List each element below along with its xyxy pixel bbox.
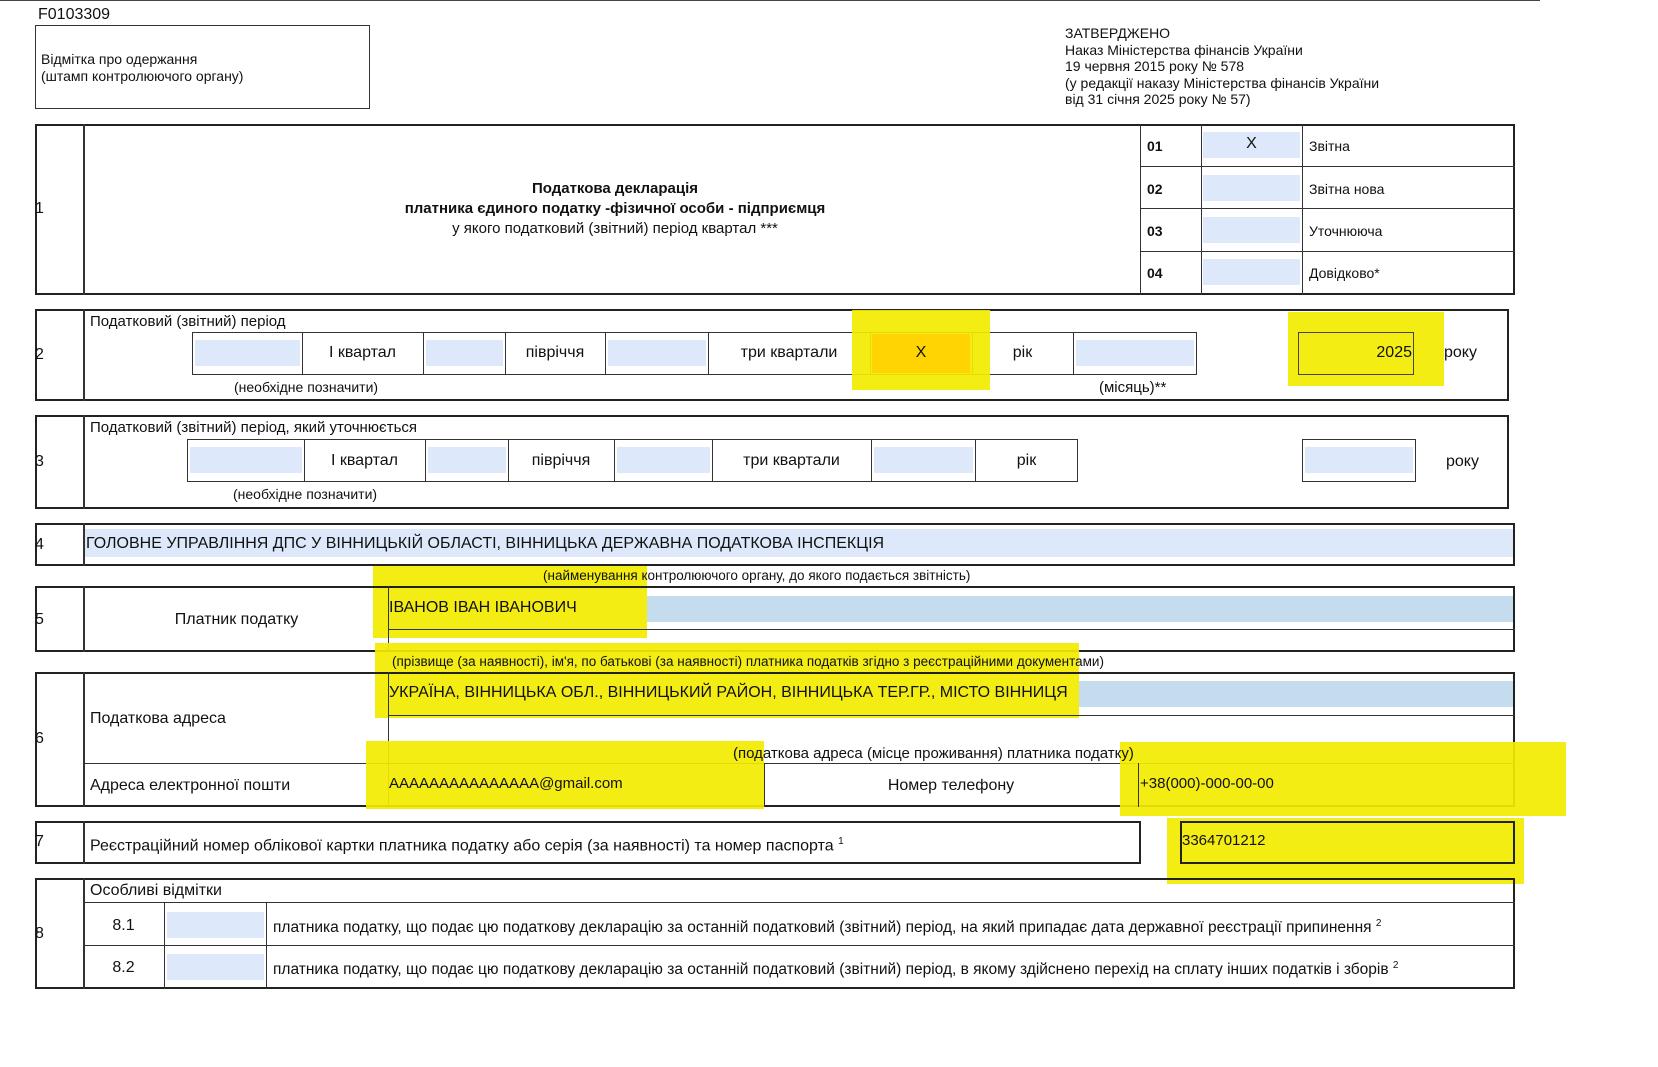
- options-divider-mark: [1302, 124, 1303, 295]
- period2-q1-field[interactable]: [195, 340, 300, 366]
- period2-q3-label: три квартали: [740, 344, 838, 361]
- regnum-value[interactable]: 3364701212: [1182, 832, 1266, 849]
- period2-q3-mark: X: [915, 344, 927, 361]
- row-8-2-text: [273, 960, 1398, 979]
- option-04-field[interactable]: [1203, 259, 1300, 285]
- section8-number: 8: [35, 925, 44, 942]
- period3-year-field[interactable]: [874, 447, 973, 473]
- period2-half-label: півріччя: [525, 344, 585, 361]
- section1-title3: у якого податковий (звітний) період квартал ***: [452, 220, 778, 237]
- period2-month-note: (місяць)**: [1099, 379, 1167, 396]
- section2-divider: [83, 309, 85, 401]
- option-04-label: Довідково*: [1309, 265, 1380, 281]
- approved-line4: (у редакції наказу Міністерства фінансів України: [1065, 74, 1380, 91]
- period2-year-field[interactable]: [1076, 340, 1194, 366]
- row-8-2-text-body: платника податку, що подає цю податкову декларацію за останній податковий (звітний) період, в якому здійснено перехід на сплату інших податків і зборів: [273, 961, 1389, 979]
- period2-half-field[interactable]: [426, 340, 503, 366]
- section6-divider: [83, 672, 85, 807]
- period3-year-suffix: року: [1446, 453, 1479, 470]
- form-code: F0103309: [38, 6, 111, 23]
- section4-value: ГОЛОВНЕ УПРАВЛІННЯ ДПС У ВІННИЦЬКІЙ ОБЛАСТІ, ВІННИЦЬКА ДЕРЖАВНА ПОДАТКОВА ІНСПЕКЦІЯ: [86, 535, 885, 552]
- section4-number: 4: [35, 536, 44, 553]
- section7-label-text: Реєстраційний номер облікової картки платника податку або серія (за наявності) та номер паспорта: [90, 837, 834, 855]
- section4-caption: (найменування контролюючого органу, до якого подається звітність): [543, 568, 971, 583]
- section5-field-rest[interactable]: [647, 596, 1513, 622]
- period3-year-value-field[interactable]: [1305, 447, 1413, 473]
- period2-note: (необхідне позначити): [234, 379, 379, 395]
- approved-line5: від 31 січня 2025 року № 57): [1065, 91, 1251, 107]
- option-02-field[interactable]: [1203, 175, 1300, 201]
- period3-note: (необхідне позначити): [233, 486, 378, 502]
- section5-number: 5: [35, 611, 44, 628]
- phone-value[interactable]: +38(000)-000-00-00: [1140, 775, 1274, 792]
- row-8-1-text: [273, 918, 1381, 937]
- period3-half-label: півріччя: [531, 452, 591, 469]
- email-value[interactable]: AAAAAAAAAAAAAAA@gmail.com: [389, 775, 623, 792]
- stamp-box: [35, 25, 370, 109]
- row-8-2-field[interactable]: [167, 954, 264, 980]
- section6-label: Податкова адреса: [90, 710, 226, 727]
- tax-address[interactable]: УКРАЇНА, ВІННИЦЬКА ОБЛ., ВІННИЦЬКИЙ РАЙОН, ВІННИЦЬКА ТЕР.ГР., МІСТО ВІННИЦЯ: [389, 684, 1068, 701]
- section6-number: 6: [35, 730, 44, 747]
- approved-line3: 19 червня 2015 року № 578: [1065, 58, 1245, 74]
- year-value: 2025: [1376, 344, 1412, 361]
- period3-q3-label: три квартали: [743, 452, 840, 469]
- option-01-code: 01: [1147, 138, 1163, 154]
- period3-q1-label: І квартал: [330, 452, 399, 469]
- section7-footnote: 1: [838, 836, 844, 847]
- section5-label: Платник податку: [174, 611, 299, 628]
- option-03-label: Уточнююча: [1309, 223, 1383, 239]
- options-row-line1: [1140, 166, 1515, 167]
- top-rule: [0, 0, 1540, 1]
- section1-title2: платника єдиного податку -фізичної особи - підприємця: [404, 200, 826, 217]
- option-03-field[interactable]: [1203, 217, 1300, 243]
- section3-divider: [83, 415, 85, 509]
- section5-caption: (прізвище (за наявності), ім'я, по батькові (за наявності) платника податків згідно з реєстраційними документами): [392, 654, 1104, 669]
- options-divider-left: [1140, 124, 1141, 295]
- period3-q3-field[interactable]: [617, 447, 710, 473]
- section7-number: 7: [35, 833, 44, 850]
- period2-q1-label: І квартал: [328, 344, 397, 361]
- period3-half-field[interactable]: [428, 447, 506, 473]
- options-divider-code: [1201, 124, 1202, 295]
- options-row-line2: [1140, 208, 1515, 209]
- section7-divider: [83, 821, 85, 864]
- option-01-label: Звітна: [1309, 138, 1350, 154]
- section3-number: 3: [35, 453, 44, 470]
- option-02-code: 02: [1147, 181, 1163, 197]
- approved-block: [1065, 25, 1379, 108]
- period3-q1-field[interactable]: [190, 447, 302, 473]
- period3-year-label: рік: [1016, 452, 1037, 469]
- approved-line2: Наказ Міністерства фінансів України: [1065, 41, 1303, 58]
- year-suffix: року: [1444, 344, 1477, 361]
- row-8-1-text-body: платника податку, що подає цю податкову декларацію за останній податковий (звітний) період, на який припадає дата державної реєстрації припинення: [273, 919, 1372, 937]
- stamp-line1: Відмітка про одержання: [41, 51, 198, 67]
- period2-q3-blank-field[interactable]: [608, 340, 706, 366]
- email-label: Адреса електронної пошти: [90, 777, 291, 794]
- phone-label: Номер телефону: [887, 777, 1015, 794]
- row-8-1-code: 8.1: [112, 917, 135, 934]
- section1-number: 1: [35, 200, 44, 217]
- stamp-line2: (штамп контролюючого органу): [41, 68, 244, 84]
- section3-label: Податковий (звітний) період, який уточнюється: [90, 419, 418, 436]
- row-8-2-code: 8.2: [112, 959, 135, 976]
- options-row-line3: [1140, 251, 1515, 252]
- section1-title1: Податкова декларація: [531, 180, 699, 197]
- row-8-1-field[interactable]: [167, 912, 264, 938]
- section8-label: Особливі відмітки: [90, 882, 222, 899]
- approved-line1: ЗАТВЕРДЖЕНО: [1065, 25, 1171, 41]
- option-04-code: 04: [1147, 265, 1163, 281]
- row-8-1-footnote: 2: [1375, 918, 1382, 929]
- option-01-mark: X: [1246, 135, 1257, 152]
- section2-label: Податковий (звітний) період: [90, 313, 286, 330]
- option-02-label: Звітна нова: [1309, 181, 1385, 197]
- section6-caption: (податкова адреса (місце проживання) платника податку): [733, 745, 1134, 762]
- section6-field-rest[interactable]: [1079, 681, 1513, 707]
- period2-year-label: рік: [1012, 344, 1033, 361]
- row-8-2-footnote: 2: [1392, 960, 1399, 971]
- section7-label: [90, 836, 844, 855]
- taxpayer-name[interactable]: ІВАНОВ ІВАН ІВАНОВИЧ: [389, 599, 577, 616]
- option-03-code: 03: [1147, 223, 1163, 239]
- section2-number: 2: [35, 346, 44, 363]
